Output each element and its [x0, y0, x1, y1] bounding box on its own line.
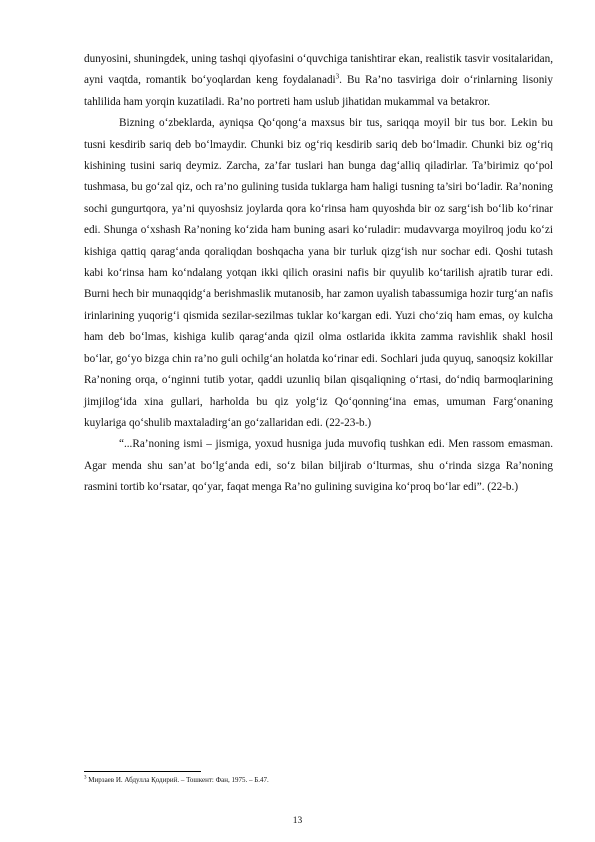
paragraph-intro-continuation: . Bu Ra’no tasviriga doir o‘rinlarning lisoniy tahlilida ham yorqin kuzatiladi. Ra’no portreti ham uslub jihatidan mukammal va betakror.: [84, 74, 553, 108]
footnote-separator: [84, 771, 201, 772]
footnote-text: Мирзаев И. Абдулла Қодирий. – Тошкент: Фан, 1975. – Б.47.: [86, 776, 269, 784]
paragraph-quote-portrait: Bizning o‘zbeklarda, ayniqsa Qo‘qong‘a maxsus bir tus, sariqqa moyil bir tus bor. Lekin bu tusni kesdirib sariq deb bo‘lmaydir. Chunki biz og‘riq kesdirib sariq deb bo‘lmadir. Chunki biz og‘riq kishining tusini sariq deymiz. Zarcha, za’far tuslari han bunga dag‘alliq qiladirlar. Ta’birimiz qo‘pol tushmasa, bu go‘zal qiz, och ra’no gulining tusida tuklarga ham haligi tusning ta’siri bo‘ladir. Ra’noning sochi gungurtqora, ya’ni quyoshsiz joylarda qora ko‘rinsa ham quyoshda bir oz sarg‘ish bo‘lib ko‘rinar edi. Shunga o‘xshash Ra’noning ko‘zida ham buning asari ko‘ruladir: mudavvarga moyilroq jodu ko‘zi kishiga qattiq qarag‘anda qoraliqdan boshqacha yana bir turluk qizg‘ish nur sochar edi. Qoshi tutash kabi ko‘rinsa ham ko‘ndalang yotqan ikki qilich orasini nafis bir quyulib ko‘tarilish ajratib turar edi. Burni hech bir munaqqidg‘a berishmaslik mutanosib, har zamon uyalish tabassumiga hozir turg‘an nafis irinlarining yuqorig‘i qismida sezilar-sezilmas tuklar ko‘kargan edi. Yuzi cho‘ziq ham emas, oy kulcha ham deb bo‘lmas, kishiga kulib qarag‘anda qizil olma ostlarida ikkita zamma ravishlik shakl hosil bo‘lar, go‘yo bizga chin ra’no guli ochilg‘an holatda ko‘rinar edi. Sochlari juda quyuq, sanoqsiz kokillar Ra’noning orqa, o‘nginni tutib yotar, qaddi uzunliq bilan qisqaliqning o‘rtasi, do‘ndiq barmoqlarining jimjilog‘ida xina gullari, harholda bu qiz yolg‘iz Qo‘qonning‘ina emas, umuman Farg‘onaning kuylariga qo‘shulib maxtaladirg‘an go‘zallaridan edi. (22-23-b.): [84, 117, 553, 429]
body-text: [84, 49, 553, 499]
paragraph-intro: [84, 49, 553, 113]
page-number: 13: [292, 816, 303, 826]
paragraph-quote-name: “...Ra’noning ismi – jismiga, yoxud husniga juda muvofiq tushkan edi. Men rassom emasman. Agar menda shu san’at bo‘lg‘anda edi, so‘z bilan biljirab o‘lturmas, shu o‘rinda sizga Ra’noning rasmini tortib ko‘rsatar, qo‘yar, faqat menga Ra’no gulining suvigina ko‘proq bo‘lar edi”. (22-b.): [84, 438, 553, 494]
paragraph-intro-text: dunyosini, shuningdek, uning tashqi qiyofasini o‘quvchiga tanishtirar ekan, realistik tasvir vositalaridan, ayni vaqtda, romantik bo‘yoqlardan keng foydalanadi: [84, 53, 553, 87]
footnote-marker: 3: [84, 775, 87, 781]
footnote: [84, 775, 553, 785]
footnote-reference[interactable]: 3: [335, 72, 340, 81]
